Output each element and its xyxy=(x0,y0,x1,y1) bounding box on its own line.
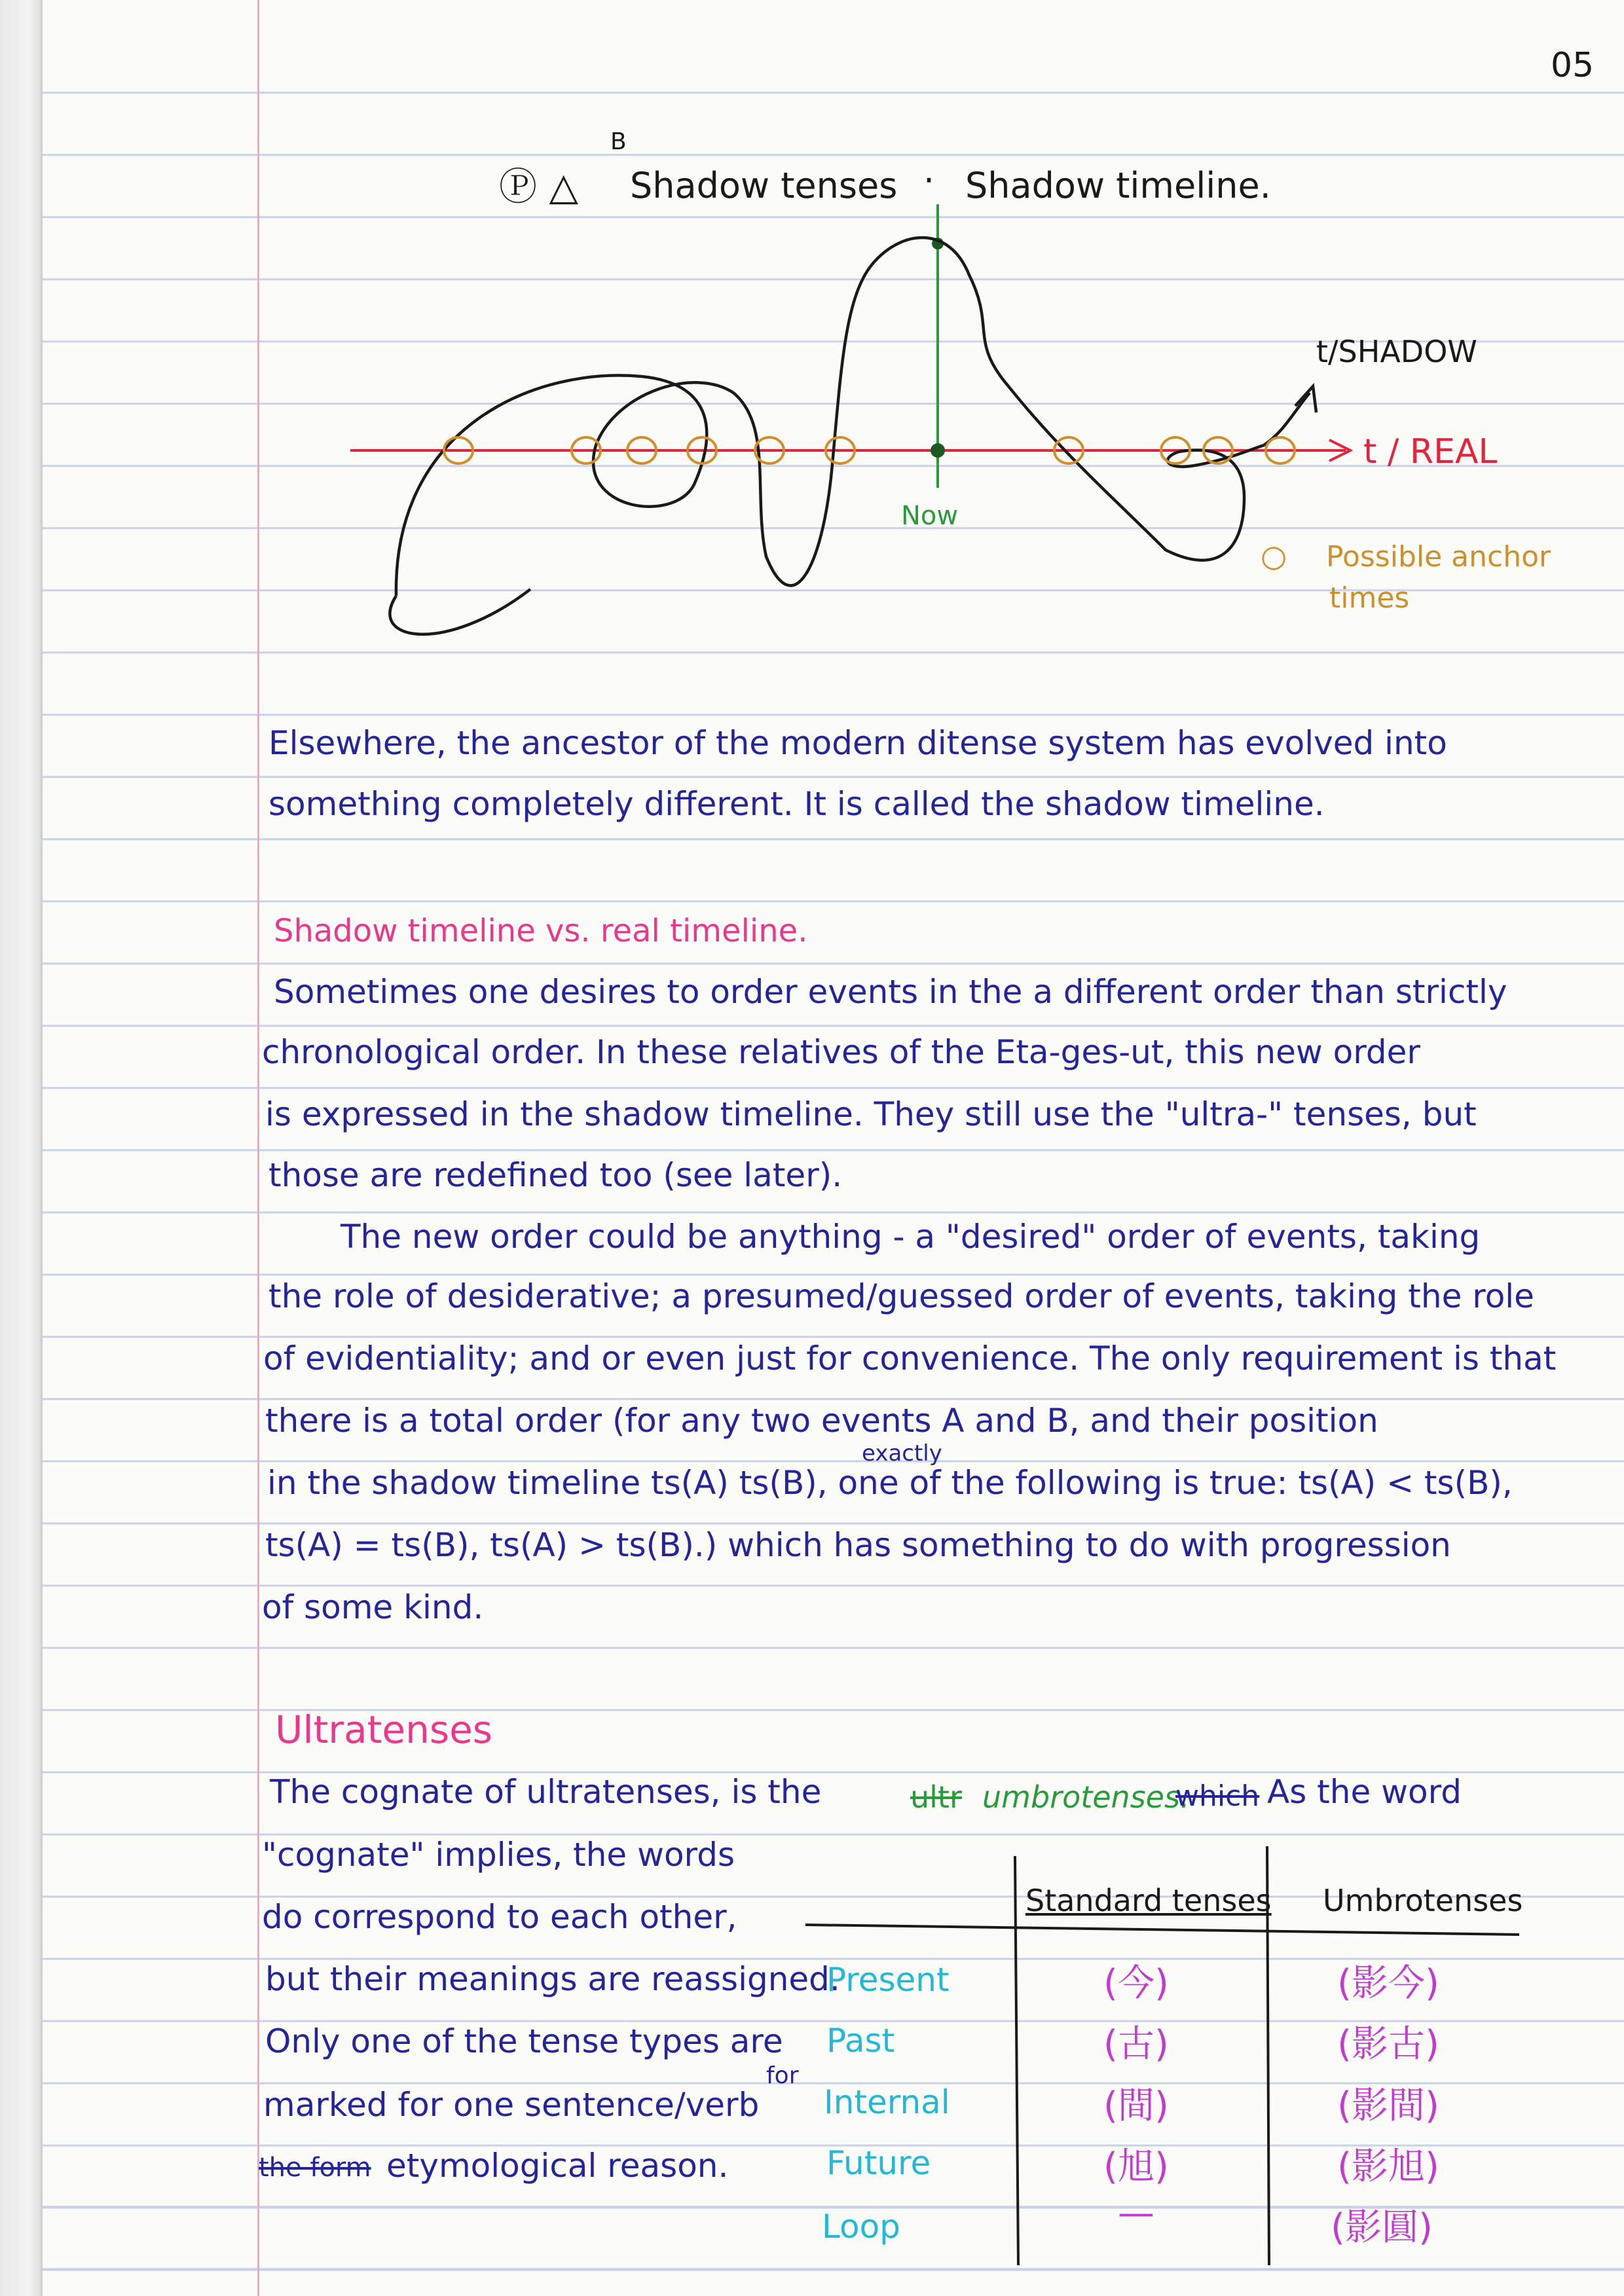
strike-prefix: the form xyxy=(259,2153,371,2183)
table-cell-umbro: (影旭) xyxy=(1337,2145,1439,2188)
table-cell-standard: (旭) xyxy=(1103,2145,1169,2188)
table-column-rule xyxy=(1015,1856,1018,2265)
legend-line2: times xyxy=(1329,581,1410,615)
page-number: 05 xyxy=(1551,46,1595,85)
intro-line-1: Elsewhere, the ancestor of the modern ditense system has evolved into xyxy=(268,724,1447,762)
table-cell-standard: — xyxy=(1118,2192,1154,2234)
heading-superscript: B xyxy=(610,128,627,155)
insert-for: for xyxy=(766,2062,799,2089)
section2-line1-a: The cognate of ultratenses, is the xyxy=(270,1773,822,1811)
section1-line: Sometimes one desires to order events in the a different order than strictly xyxy=(274,973,1507,1011)
table-cell-umbro: (影圓) xyxy=(1331,2206,1433,2249)
section1-line: of some kind. xyxy=(262,1588,484,1626)
shadow-axis-label: t/SHADOW xyxy=(1316,334,1477,369)
table-row-label: Internal xyxy=(824,2083,950,2121)
section2-line: etymological reason. xyxy=(386,2147,729,2185)
section2-line: "cognate" implies, the words xyxy=(262,1836,735,1874)
section2-line: Only one of the tense types are xyxy=(265,2022,783,2060)
intro-line-2: something completely different. It is called the shadow timeline. xyxy=(268,785,1325,823)
table-row-label: Past xyxy=(826,2022,895,2060)
table-cell-standard: (間) xyxy=(1103,2085,1169,2127)
section2-strike: ultr xyxy=(910,1779,962,1815)
legend-line1: Possible anchor xyxy=(1326,540,1551,574)
table-row-label: Loop xyxy=(822,2208,900,2246)
table-row-label: Future xyxy=(826,2144,931,2182)
section2-umbrotenses: umbrotenses. xyxy=(982,1779,1190,1815)
legend-symbol: ○ xyxy=(1261,538,1287,574)
section1-line: is expressed in the shadow timeline. They still use the "ultra-" tenses, but xyxy=(265,1095,1477,1133)
table-cell-umbro: (影間) xyxy=(1337,2085,1439,2127)
section1-line: there is a total order (for any two events A and B, and their position xyxy=(265,1402,1378,1440)
section1-line: those are redefined too (see later). xyxy=(268,1156,843,1194)
table-cell-umbro: (影古) xyxy=(1337,2023,1439,2066)
heading-right: Shadow timeline. xyxy=(965,165,1271,206)
heading-marks: Ⓟ △ xyxy=(499,164,579,209)
section1-line: in the shadow timeline ts(A) ts(B), one of the following is true: ts(A) < ts(B), xyxy=(267,1464,1513,1502)
section1-title: Shadow timeline vs. real timeline. xyxy=(274,913,808,949)
section2-line: do correspond to each other, xyxy=(262,1898,737,1936)
table-header-umbro: Umbrotenses xyxy=(1323,1883,1523,1918)
table-cell-umbro: (影今) xyxy=(1337,1962,1439,2005)
table-cell-standard: (今) xyxy=(1103,1962,1169,2005)
section1-line: chronological order. In these relatives of the Eta-ges-ut, this new order xyxy=(262,1033,1420,1071)
section2-line1-b: As the word xyxy=(1267,1773,1462,1811)
heading-left: Shadow tenses xyxy=(630,165,898,206)
section1-line: The new order could be anything - a "desired" order of events, taking xyxy=(341,1218,1481,1256)
insert-note: exactly xyxy=(862,1440,942,1467)
section2-strike-which: which xyxy=(1175,1779,1260,1813)
table-cell-standard: (古) xyxy=(1103,2023,1169,2066)
table-header-standard: Standard tenses xyxy=(1025,1883,1272,1918)
real-axis-label: t / REAL xyxy=(1363,432,1498,471)
heading-dot: · xyxy=(923,160,935,201)
table-row-label: Present xyxy=(826,1961,950,1999)
now-label: Now xyxy=(901,501,959,531)
table-header-rule xyxy=(805,1925,1519,1935)
section2-line: but their meanings are reassigned. xyxy=(265,1960,840,1998)
section2-title: Ultratenses xyxy=(275,1707,492,1752)
section1-line: the role of desiderative; a presumed/guessed order of events, taking the role xyxy=(268,1277,1534,1315)
section1-line: ts(A) = ts(B), ts(A) > ts(B).) which has something to do with progression xyxy=(265,1526,1451,1564)
section1-line: of evidentiality; and or even just for convenience. The only requirement is that xyxy=(263,1339,1557,1377)
section2-line: marked for one sentence/verb xyxy=(263,2086,760,2124)
